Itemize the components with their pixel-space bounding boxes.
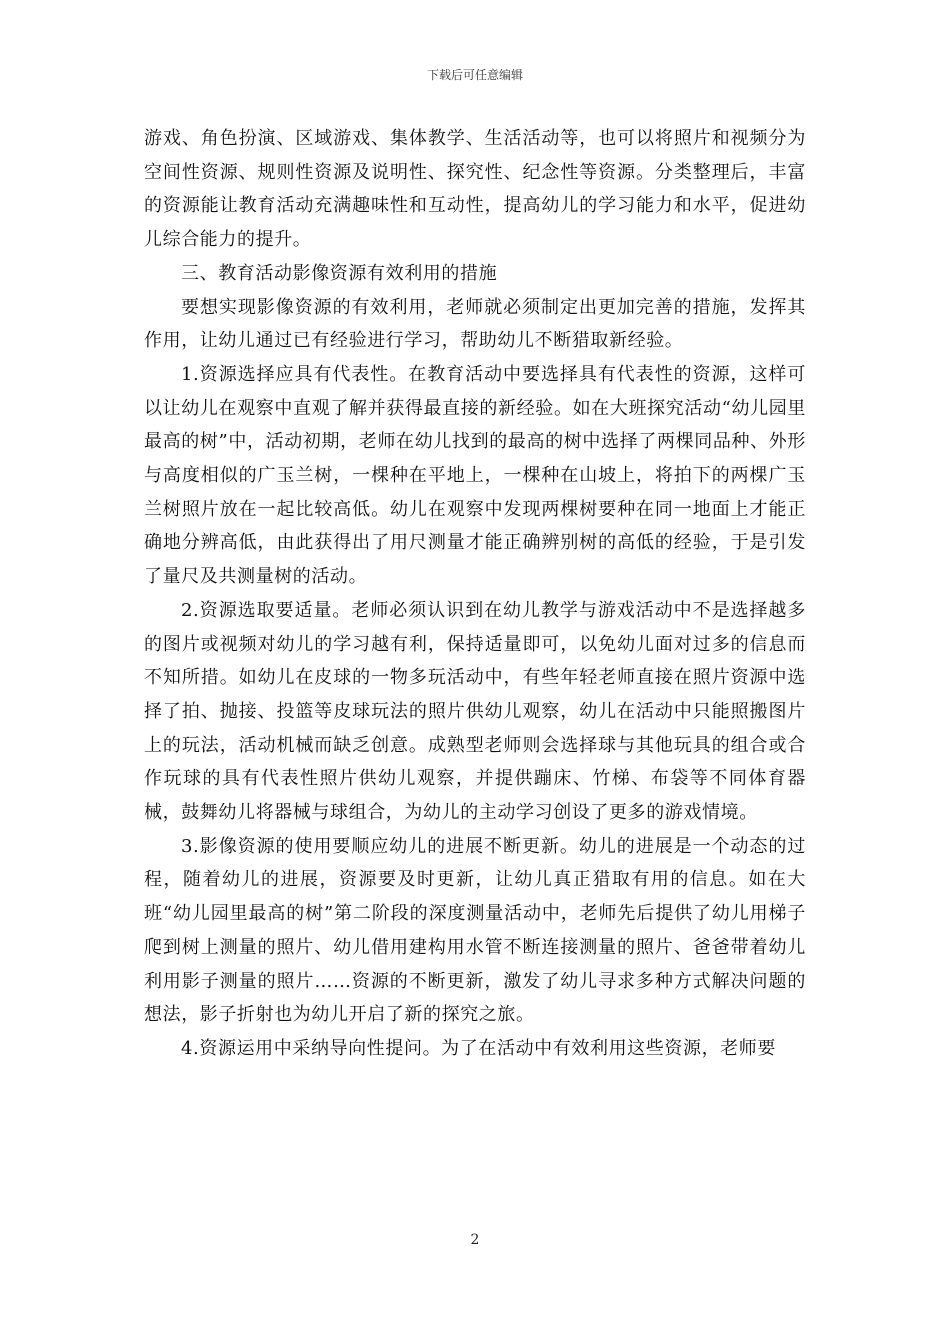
paragraph-1: 游戏、角色扮演、区域游戏、集体教学、生活活动等，也可以将照片和视频分为空间性资源、规则性资源及说明性、探究性、纪念性等资源。分类整理后，丰富的资源能让教育活动充满趣味性和互动性，提高幼儿的学习能力和水平，促进幼儿综合能力的提升。: [144, 128, 806, 251]
page-header: 下载后可任意编辑: [426, 68, 523, 82]
paragraph-item-1: 1.资源选择应具有代表性。在教育活动中要选择具有代表性的资源，这样可以让幼儿在观察中直观了解并获得最直接的新经验。如在大班探究活动“幼儿园里最高的树”中，活动初期，老师在幼儿找到的最高的树中选择了两棵同品种、外形与高度相似的广玉兰树，一棵种在平地上，一棵种在山坡上，将拍下的两棵广玉兰树照片放在一起比较高低。幼儿在观察中发现两棵树要种在同一地面上才能正确地分辨高低，由此获得出了用尺测量才能正确辨别树的高低的经验，于是引发了量尺及共测量树的活动。: [144, 363, 806, 588]
paragraph-item-4: 4.资源运用中采纳导向性提问。为了在活动中有效利用这些资源，老师要: [181, 1037, 776, 1059]
page-number: 2: [470, 1232, 480, 1248]
paragraph-intro: 要想实现影像资源的有效利用，老师就必须制定出更加完善的措施，发挥其作用，让幼儿通过已有经验进行学习，帮助幼儿不断猎取新经验。: [144, 296, 806, 352]
section-heading: 三、教育活动影像资源有效利用的措施: [181, 262, 498, 284]
document-body: [144, 122, 806, 1066]
paragraph-item-2: 2.资源选取要适量。老师必须认识到在幼儿教学与游戏活动中不是选择越多的图片或视频对幼儿的学习越有利，保持适量即可，以免幼儿面对过多的信息而不知所措。如幼儿在皮球的一物多玩活动中，有些年轻老师直接在照片资源中选择了拍、抛接、投篮等皮球玩法的照片供幼儿观察，幼儿在活动中只能照搬图片上的玩法，活动机械而缺乏创意。成熟型老师则会选择球与其他玩具的组合或合作玩球的具有代表性照片供幼儿观察，并提供蹦床、竹梯、布袋等不同体育器械，鼓舞幼儿将器械与球组合，为幼儿的主动学习创设了更多的游戏情境。: [144, 599, 806, 824]
paragraph-item-3: 3.影像资源的使用要顺应幼儿的进展不断更新。幼儿的进展是一个动态的过程，随着幼儿的进展，资源要及时更新，让幼儿真正猎取有用的信息。如在大班“幼儿园里最高的树”第二阶段的深度测量活动中，老师先后提供了幼儿用梯子爬到树上测量的照片、幼儿借用建构用水管不断连接测量的照片、爸爸带着幼儿利用影子测量的照片……资源的不断更新，激发了幼儿寻求多种方式解决问题的想法，影子折射也为幼儿开启了新的探究之旅。: [144, 835, 806, 1026]
